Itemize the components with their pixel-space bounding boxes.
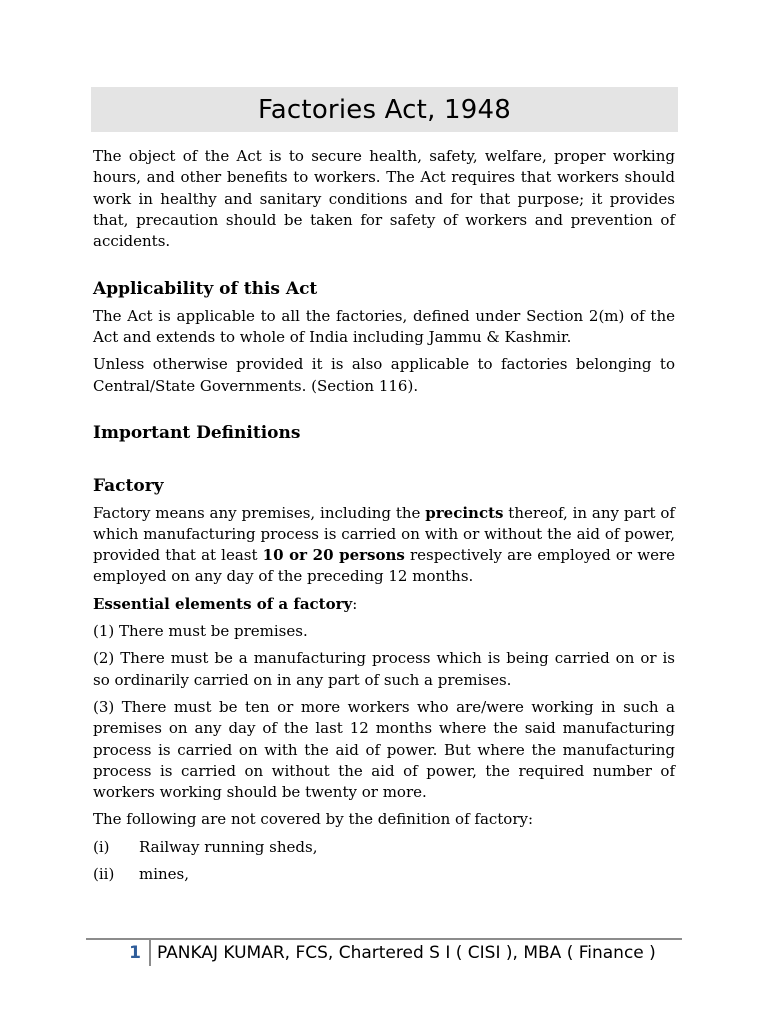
factory-definition <box>93 503 675 588</box>
title-banner <box>91 87 678 132</box>
definitions-heading: Important Definitions <box>93 422 301 443</box>
document-body <box>93 146 675 891</box>
page-number: 1 <box>129 943 141 963</box>
exclusion-text: mines, <box>139 865 190 884</box>
essentials-label-colon: : <box>352 594 358 613</box>
footer-author: PANKAJ KUMAR, FCS, Chartered S I ( CISI ), MBA ( Finance ) <box>157 943 656 963</box>
essential-element-3: (3) There must be ten or more workers who are/were working in such a premises on any day of the last 12 months where the said manufacturing process is carried on with the aid of power. But where the manufacturing process is carried on without the aid of power, the required number of workers working should be twenty or more. <box>93 697 675 802</box>
factory-heading: Factory <box>93 476 164 497</box>
essentials-label-text: Essential elements of a factory <box>93 594 353 613</box>
exclusion-item <box>93 837 675 858</box>
exclusion-number: (ii) <box>93 865 115 884</box>
exclusion-number: (i) <box>93 837 110 856</box>
page-title: Factories Act, 1948 <box>258 94 511 125</box>
not-covered-intro: The following are not covered by the definition of factory: <box>93 810 534 829</box>
exclusion-item <box>93 864 675 885</box>
applicability-paragraph-1: The Act is applicable to all the factories, defined under Section 2(m) of the Act and extends to whole of India including Jammu & Kashmir. <box>93 306 675 347</box>
applicability-paragraph-2: Unless otherwise provided it is also applicable to factories belonging to Central/State Governments. (Section 116). <box>93 355 675 395</box>
intro-paragraph: The object of the Act is to secure health, safety, welfare, proper working hours, and other benefits to workers. The Act requires that workers should work in healthy and sanitary conditions and for that purpose; it provides that, precaution should be taken for safety of workers and prevention of accidents. <box>93 147 675 251</box>
page-footer <box>86 940 656 966</box>
factory-def-text-2: thereof, in any part of which manufacturing process is carried on with or without the aid of power, provided that at least <box>93 503 675 565</box>
essentials-label <box>93 594 675 615</box>
factory-def-precincts: precincts <box>425 503 504 522</box>
essential-element-1: (1) There must be premises. <box>93 622 308 641</box>
exclusion-text: Railway running sheds, <box>139 837 318 856</box>
applicability-heading: Applicability of this Act <box>93 279 318 300</box>
factory-def-text-3: respectively are employed or were employed on any day of the preceding 12 months. <box>93 546 676 586</box>
essential-element-2: (2) There must be a manufacturing process which is being carried on or is so ordinarily carried on in any part of such a premises. <box>93 649 675 689</box>
factory-def-persons: 10 or 20 persons <box>262 546 405 565</box>
factory-def-text-1: Factory means any premises, including the <box>93 503 426 522</box>
footer-separator <box>149 940 151 966</box>
